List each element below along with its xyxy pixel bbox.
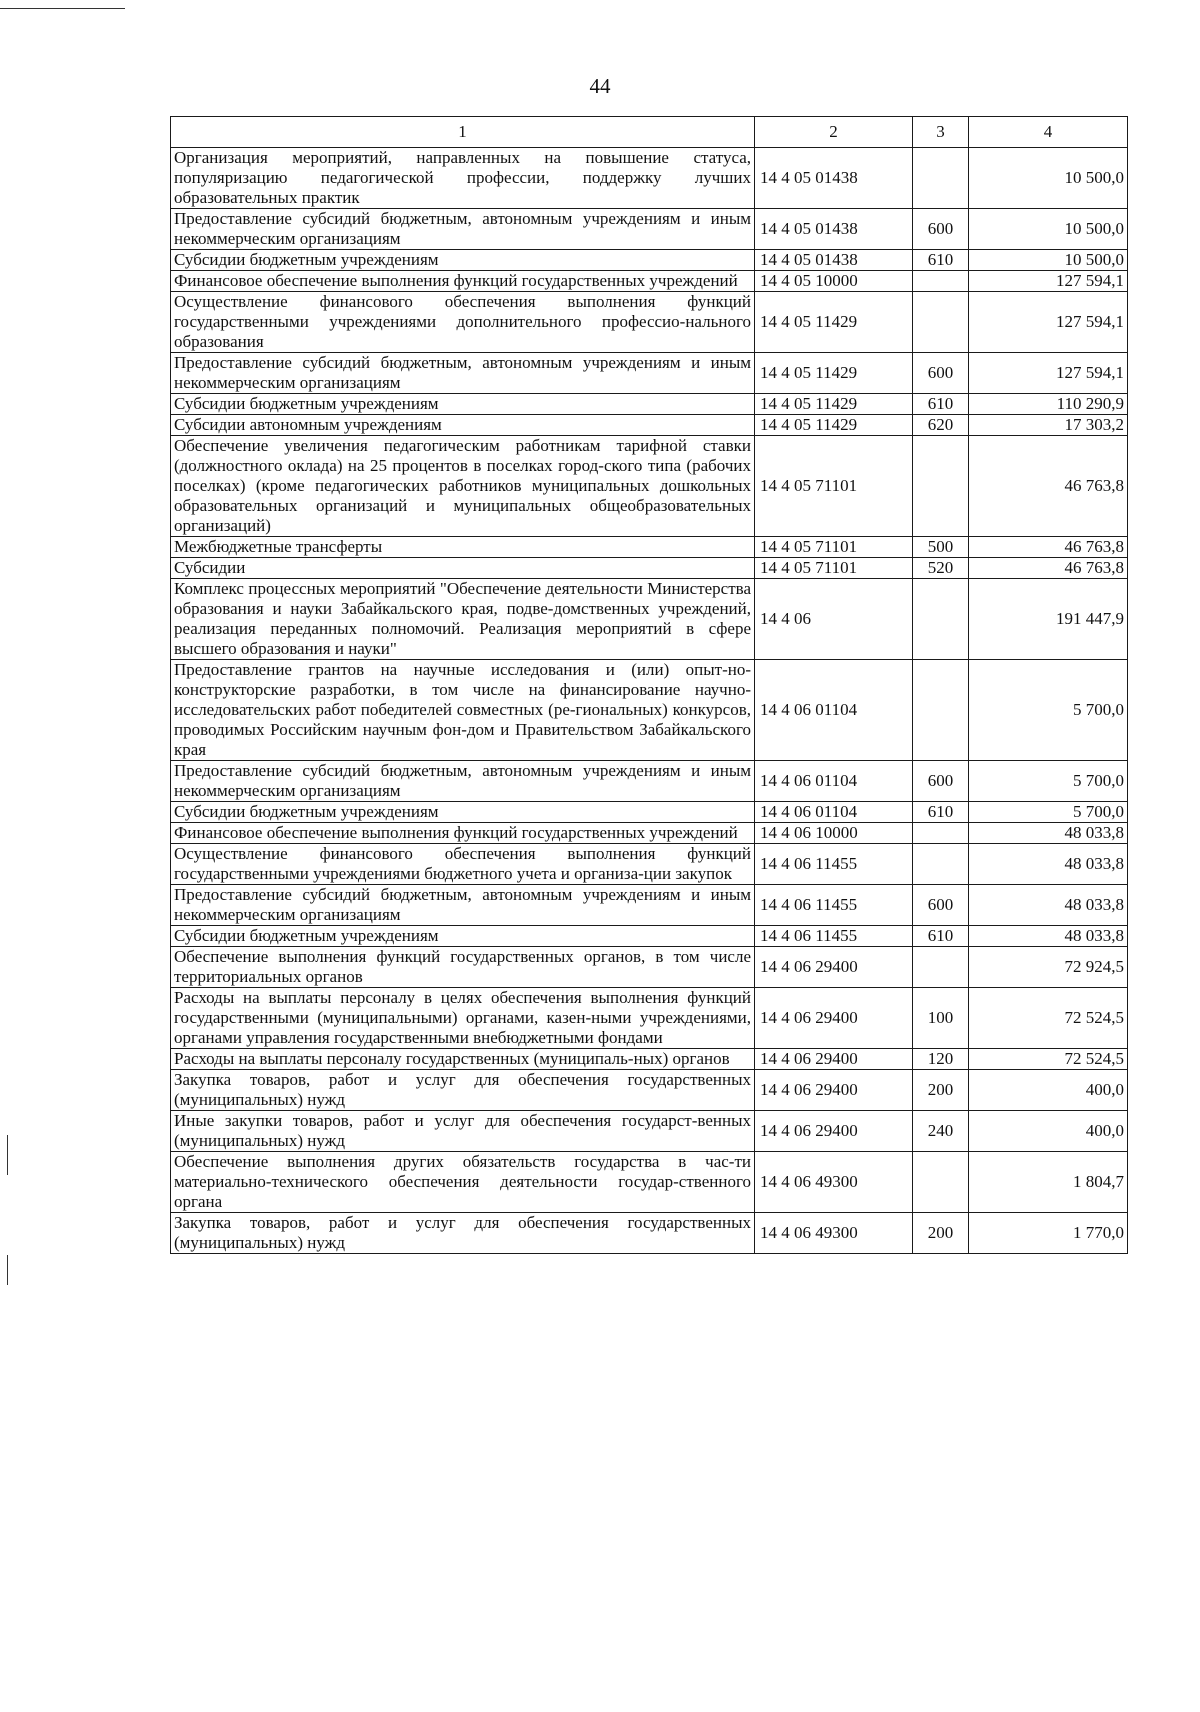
table-row xyxy=(171,1111,1128,1152)
row-amount: 5 700,0 xyxy=(969,660,1128,761)
row-code: 14 4 05 01438 xyxy=(755,209,913,250)
row-expense-type: 200 xyxy=(913,1070,969,1111)
row-code: 14 4 06 xyxy=(755,579,913,660)
row-amount: 400,0 xyxy=(969,1111,1128,1152)
row-amount: 48 033,8 xyxy=(969,823,1128,844)
row-expense-type xyxy=(913,271,969,292)
row-expense-type: 620 xyxy=(913,415,969,436)
row-code: 14 4 06 11455 xyxy=(755,926,913,947)
header-col-1: 1 xyxy=(171,117,755,148)
row-code: 14 4 05 71101 xyxy=(755,436,913,537)
row-expense-type xyxy=(913,436,969,537)
row-expense-type: 520 xyxy=(913,558,969,579)
row-amount: 10 500,0 xyxy=(969,250,1128,271)
table-row xyxy=(171,558,1128,579)
table-row xyxy=(171,761,1128,802)
row-amount: 1 804,7 xyxy=(969,1152,1128,1213)
header-row xyxy=(171,117,1128,148)
row-amount: 72 524,5 xyxy=(969,988,1128,1049)
row-expense-type: 610 xyxy=(913,802,969,823)
table-row xyxy=(171,1070,1128,1111)
row-expense-type: 200 xyxy=(913,1213,969,1254)
table-row xyxy=(171,823,1128,844)
row-code: 14 4 06 01104 xyxy=(755,802,913,823)
row-amount: 5 700,0 xyxy=(969,761,1128,802)
row-amount: 72 524,5 xyxy=(969,1049,1128,1070)
table-row xyxy=(171,988,1128,1049)
table-row xyxy=(171,926,1128,947)
row-name: Субсидии xyxy=(171,558,755,579)
row-code: 14 4 06 29400 xyxy=(755,1070,913,1111)
row-amount: 191 447,9 xyxy=(969,579,1128,660)
row-name: Субсидии автономным учреждениям xyxy=(171,415,755,436)
row-name: Предоставление субсидий бюджетным, автономным учреждениям и иным некоммерческим организациям xyxy=(171,209,755,250)
row-code: 14 4 05 01438 xyxy=(755,148,913,209)
row-name: Осуществление финансового обеспечения выполнения функций государственными учреждениями бюджетного учета и организа-ции закупок xyxy=(171,844,755,885)
header-col-3: 3 xyxy=(913,117,969,148)
row-name: Финансовое обеспечение выполнения функций государственных учреждений xyxy=(171,271,755,292)
row-code: 14 4 05 11429 xyxy=(755,292,913,353)
budget-table xyxy=(170,116,1128,1254)
row-name: Закупка товаров, работ и услуг для обеспечения государственных (муниципальных) нужд xyxy=(171,1213,755,1254)
table-row xyxy=(171,1049,1128,1070)
row-amount: 72 924,5 xyxy=(969,947,1128,988)
row-name: Субсидии бюджетным учреждениям xyxy=(171,802,755,823)
row-name: Комплекс процессных мероприятий "Обеспечение деятельности Министерства образования и науки Забайкальского края, подве-домственных учреждений, реализация переданных полномочий. Реализация мероприятий в сфере высшего образования и науки" xyxy=(171,579,755,660)
table-body xyxy=(171,148,1128,1254)
row-name: Субсидии бюджетным учреждениям xyxy=(171,394,755,415)
table-header xyxy=(171,117,1128,148)
row-amount: 127 594,1 xyxy=(969,292,1128,353)
row-amount: 17 303,2 xyxy=(969,415,1128,436)
row-name: Расходы на выплаты персоналу в целях обеспечения выполнения функций государственными (муниципальными) органами, казен-ными учреждениями, органами управления государственными внебюджетными фондами xyxy=(171,988,755,1049)
row-code: 14 4 06 01104 xyxy=(755,761,913,802)
row-expense-type: 600 xyxy=(913,209,969,250)
row-expense-type: 600 xyxy=(913,353,969,394)
row-amount: 127 594,1 xyxy=(969,353,1128,394)
row-amount: 110 290,9 xyxy=(969,394,1128,415)
row-amount: 48 033,8 xyxy=(969,844,1128,885)
row-name: Предоставление грантов на научные исследования и (или) опыт-но-конструкторские разработки, в том числе на финансирование научно-исследовательских работ победителей совместных (ре-гиональных) конкурсов, проводимых Российским научным фон-дом и Правительством Забайкальского края xyxy=(171,660,755,761)
row-name: Предоставление субсидий бюджетным, автономным учреждениям и иным некоммерческим организациям xyxy=(171,761,755,802)
row-amount: 10 500,0 xyxy=(969,148,1128,209)
table-row xyxy=(171,947,1128,988)
row-name: Обеспечение выполнения функций государственных органов, в том числе территориальных органов xyxy=(171,947,755,988)
row-name: Межбюджетные трансферты xyxy=(171,537,755,558)
row-expense-type xyxy=(913,579,969,660)
table-row xyxy=(171,436,1128,537)
row-expense-type xyxy=(913,660,969,761)
row-code: 14 4 05 10000 xyxy=(755,271,913,292)
row-code: 14 4 05 11429 xyxy=(755,394,913,415)
row-name: Организация мероприятий, направленных на повышение статуса, популяризацию педагогической профессии, поддержку лучших образовательных практик xyxy=(171,148,755,209)
table-row xyxy=(171,579,1128,660)
row-expense-type: 610 xyxy=(913,394,969,415)
row-expense-type xyxy=(913,823,969,844)
row-code: 14 4 06 29400 xyxy=(755,947,913,988)
row-code: 14 4 06 49300 xyxy=(755,1213,913,1254)
row-expense-type xyxy=(913,844,969,885)
row-code: 14 4 06 49300 xyxy=(755,1152,913,1213)
row-name: Обеспечение выполнения других обязательств государства в час-ти материально-технического обеспечения деятельности государ-ственного органа xyxy=(171,1152,755,1213)
row-code: 14 4 05 01438 xyxy=(755,250,913,271)
row-amount: 46 763,8 xyxy=(969,537,1128,558)
row-code: 14 4 05 11429 xyxy=(755,415,913,436)
row-name: Обеспечение увеличения педагогическим работникам тарифной ставки (должностного оклада) на 25 процентов в поселках город-ского типа (рабочих поселках) (кроме педагогических работников муниципальных дошкольных образовательных организаций и муниципальных общеобразовательных организаций) xyxy=(171,436,755,537)
row-code: 14 4 06 29400 xyxy=(755,1049,913,1070)
table-row xyxy=(171,250,1128,271)
row-expense-type xyxy=(913,292,969,353)
table-row xyxy=(171,885,1128,926)
page-number: 44 xyxy=(589,74,611,98)
row-amount: 46 763,8 xyxy=(969,558,1128,579)
header-col-4: 4 xyxy=(969,117,1128,148)
row-expense-type: 240 xyxy=(913,1111,969,1152)
scan-edge-line-left-1 xyxy=(7,1135,8,1175)
row-amount: 127 594,1 xyxy=(969,271,1128,292)
row-amount: 46 763,8 xyxy=(969,436,1128,537)
row-expense-type: 600 xyxy=(913,885,969,926)
table-row xyxy=(171,353,1128,394)
row-code: 14 4 06 29400 xyxy=(755,1111,913,1152)
row-code: 14 4 06 29400 xyxy=(755,988,913,1049)
row-expense-type: 500 xyxy=(913,537,969,558)
row-amount: 5 700,0 xyxy=(969,802,1128,823)
scan-edge-line-left-2 xyxy=(7,1255,8,1285)
row-name: Закупка товаров, работ и услуг для обеспечения государственных (муниципальных) нужд xyxy=(171,1070,755,1111)
row-expense-type: 610 xyxy=(913,926,969,947)
row-code: 14 4 05 71101 xyxy=(755,537,913,558)
row-amount: 48 033,8 xyxy=(969,885,1128,926)
header-col-2: 2 xyxy=(755,117,913,148)
row-amount: 1 770,0 xyxy=(969,1213,1128,1254)
table-row xyxy=(171,415,1128,436)
row-code: 14 4 05 71101 xyxy=(755,558,913,579)
table-row xyxy=(171,271,1128,292)
table-row xyxy=(171,209,1128,250)
table-row xyxy=(171,148,1128,209)
table-row xyxy=(171,537,1128,558)
row-code: 14 4 05 11429 xyxy=(755,353,913,394)
row-expense-type xyxy=(913,947,969,988)
row-name: Осуществление финансового обеспечения выполнения функций государственными учреждениями дополнительного профессио-нального образования xyxy=(171,292,755,353)
table-row xyxy=(171,844,1128,885)
row-name: Расходы на выплаты персоналу государственных (муниципаль-ных) органов xyxy=(171,1049,755,1070)
row-name: Субсидии бюджетным учреждениям xyxy=(171,250,755,271)
table-row xyxy=(171,660,1128,761)
row-code: 14 4 06 01104 xyxy=(755,660,913,761)
row-name: Субсидии бюджетным учреждениям xyxy=(171,926,755,947)
table-row xyxy=(171,1152,1128,1213)
row-name: Предоставление субсидий бюджетным, автономным учреждениям и иным некоммерческим организациям xyxy=(171,885,755,926)
row-amount: 400,0 xyxy=(969,1070,1128,1111)
table-row xyxy=(171,292,1128,353)
row-code: 14 4 06 10000 xyxy=(755,823,913,844)
row-expense-type: 100 xyxy=(913,988,969,1049)
row-code: 14 4 06 11455 xyxy=(755,885,913,926)
row-name: Иные закупки товаров, работ и услуг для обеспечения государст-венных (муниципальных) нужд xyxy=(171,1111,755,1152)
row-expense-type: 120 xyxy=(913,1049,969,1070)
row-amount: 10 500,0 xyxy=(969,209,1128,250)
table-row xyxy=(171,1213,1128,1254)
row-expense-type: 610 xyxy=(913,250,969,271)
row-name: Финансовое обеспечение выполнения функций государственных учреждений xyxy=(171,823,755,844)
row-expense-type xyxy=(913,148,969,209)
scan-edge-line-top xyxy=(0,8,125,9)
table-row xyxy=(171,802,1128,823)
row-name: Предоставление субсидий бюджетным, автономным учреждениям и иным некоммерческим организациям xyxy=(171,353,755,394)
table-row xyxy=(171,394,1128,415)
row-amount: 48 033,8 xyxy=(969,926,1128,947)
row-expense-type xyxy=(913,1152,969,1213)
row-expense-type: 600 xyxy=(913,761,969,802)
row-code: 14 4 06 11455 xyxy=(755,844,913,885)
